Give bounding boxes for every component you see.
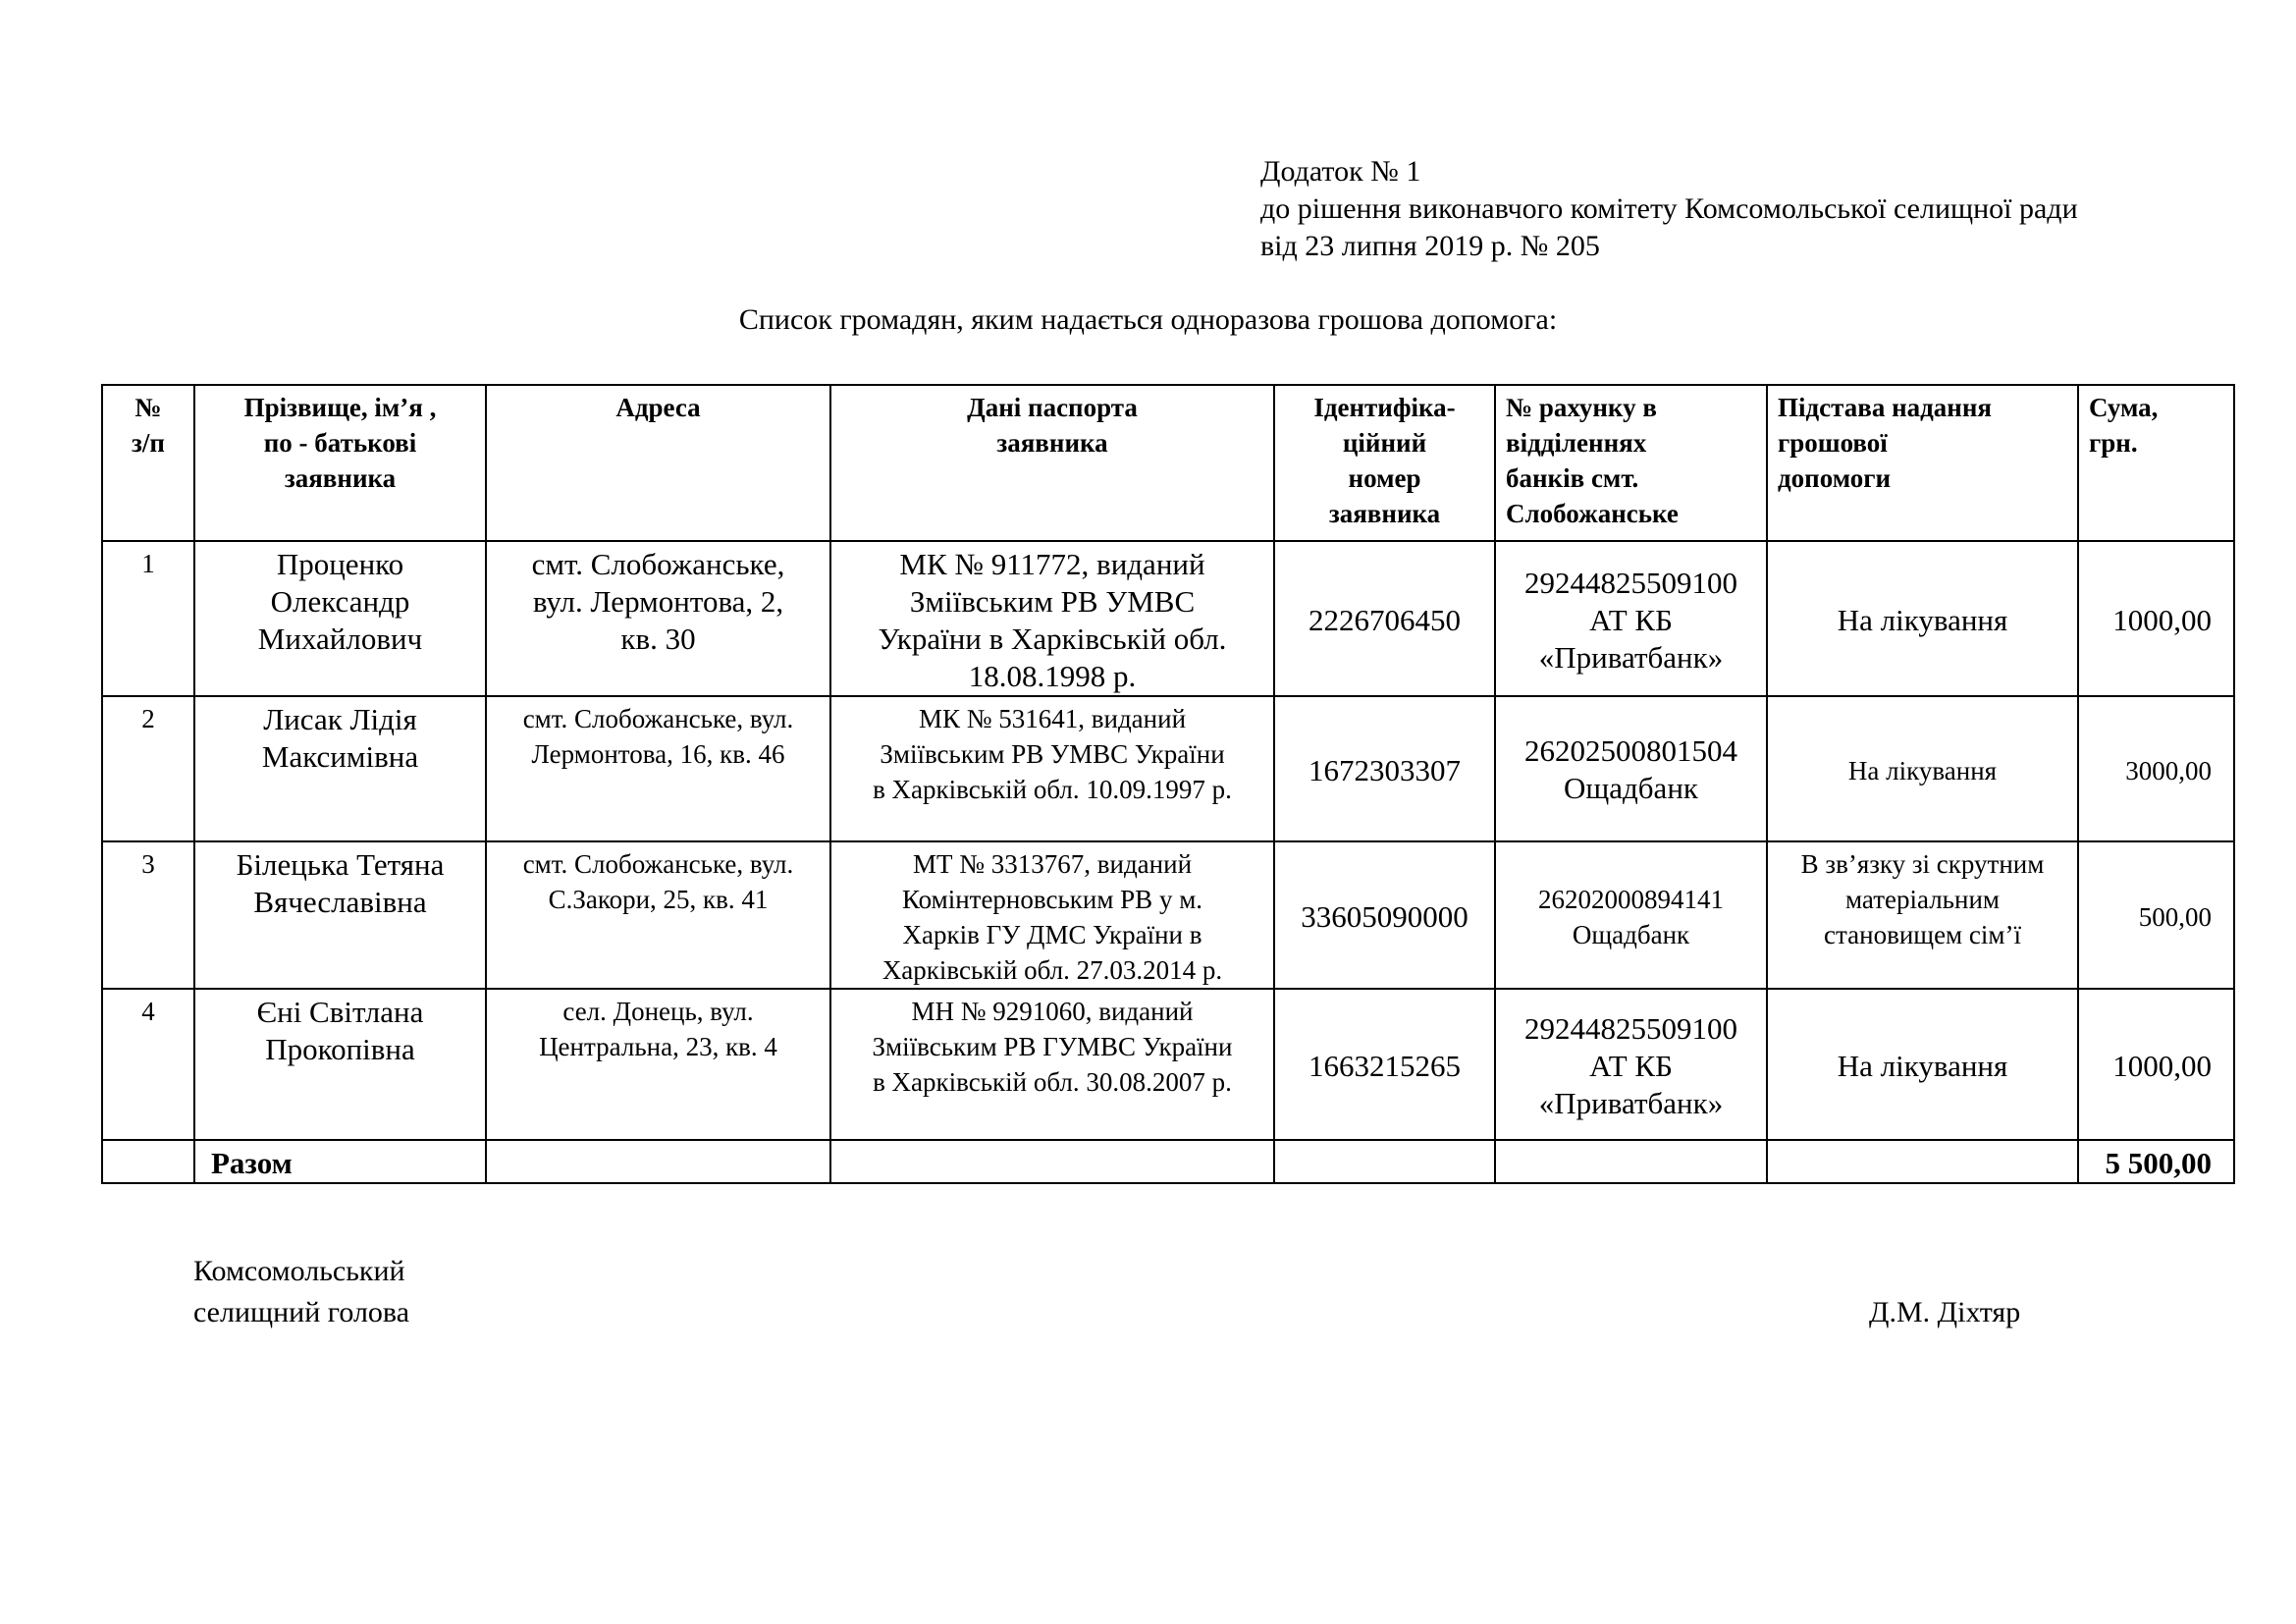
bank-account: 26202000894141 Ощадбанк (1495, 841, 1767, 989)
applicant-name: Лисак Лідія Максимівна (194, 696, 486, 841)
annex-number: Додаток № 1 (1260, 155, 1421, 188)
header-name: Прізвище, ім’я , по - батькові заявника (194, 385, 486, 541)
signatory-name: Д.М. Діхтяр (1869, 1296, 2021, 1328)
list-title: Список громадян, яким надається одноразова грошова допомога: (738, 303, 1558, 336)
table-row (102, 989, 2234, 1140)
applicant-address: смт. Слобожанське, вул. Лермонтова, 2, кв. 30 (486, 541, 830, 696)
aid-basis: На лікування (1767, 541, 2078, 696)
applicant-address: смт. Слобожанське, вул. С.Закори, 25, кв. 41 (486, 841, 830, 989)
header-passport: Дані паспорта заявника (830, 385, 1274, 541)
header-basis: Підстава надання грошової допомоги (1767, 385, 2078, 541)
applicant-name: Єні Світлана Прокопівна (194, 989, 486, 1140)
row-number: 3 (102, 841, 194, 989)
passport-details: МТ № 3313767, виданий Комінтерновським РВ у м. Харків ГУ ДМС України в Харківській обл. 27.03.2014 р. (830, 841, 1274, 989)
total-amount: 5 500,00 (2078, 1140, 2234, 1183)
signatory-title-line1: Комсомольський (193, 1255, 405, 1287)
aid-basis: На лікування (1767, 696, 2078, 841)
passport-details: МК № 911772, виданий Зміївським РВ УМВС України в Харківській обл. 18.08.1998 р. (830, 541, 1274, 696)
header-amount: Сума, грн. (2078, 385, 2234, 541)
header-address: Адреса (486, 385, 830, 541)
passport-details: МК № 531641, виданий Зміївським РВ УМВС України в Харківській обл. 10.09.1997 р. (830, 696, 1274, 841)
row-number: 4 (102, 989, 194, 1140)
annex-date: від 23 липня 2019 р. № 205 (1260, 230, 1600, 262)
total-empty-cell (1274, 1140, 1495, 1183)
id-number: 2226706450 (1274, 541, 1495, 696)
total-row (102, 1140, 2234, 1183)
total-empty-cell (1495, 1140, 1767, 1183)
table-row (102, 541, 2234, 696)
aid-amount: 500,00 (2078, 841, 2234, 989)
bank-account: 29244825509100 АТ КБ «Приватбанк» (1495, 541, 1767, 696)
total-empty-cell (102, 1140, 194, 1183)
aid-amount: 3000,00 (2078, 696, 2234, 841)
bank-account: 26202500801504 Ощадбанк (1495, 696, 1767, 841)
total-empty-cell (1767, 1140, 2078, 1183)
aid-recipients-table (101, 384, 2235, 1184)
annex-reference (1260, 153, 2078, 265)
header-id-number: Ідентифіка- ційний номер заявника (1274, 385, 1495, 541)
total-label: Разом (194, 1140, 486, 1183)
passport-details: МН № 9291060, виданий Зміївським РВ ГУМВС України в Харківській обл. 30.08.2007 р. (830, 989, 1274, 1140)
table-row (102, 696, 2234, 841)
header-number: № з/п (102, 385, 194, 541)
row-number: 2 (102, 696, 194, 841)
applicant-address: смт. Слобожанське, вул. Лермонтова, 16, кв. 46 (486, 696, 830, 841)
table-row (102, 841, 2234, 989)
total-empty-cell (830, 1140, 1274, 1183)
aid-basis: На лікування (1767, 989, 2078, 1140)
applicant-name: Проценко Олександр Михайлович (194, 541, 486, 696)
applicant-address: сел. Донець, вул. Центральна, 23, кв. 4 (486, 989, 830, 1140)
aid-basis: В зв’язку зі скрутним матеріальним становищем сім’ї (1767, 841, 2078, 989)
aid-amount: 1000,00 (2078, 989, 2234, 1140)
id-number: 1663215265 (1274, 989, 1495, 1140)
aid-amount: 1000,00 (2078, 541, 2234, 696)
id-number: 1672303307 (1274, 696, 1495, 841)
id-number: 33605090000 (1274, 841, 1495, 989)
annex-decision: до рішення виконавчого комітету Комсомольської селищної ради (1260, 192, 2078, 225)
table-header-row (102, 385, 2234, 541)
bank-account: 29244825509100 АТ КБ «Приватбанк» (1495, 989, 1767, 1140)
total-empty-cell (486, 1140, 830, 1183)
row-number: 1 (102, 541, 194, 696)
signatory-title (193, 1251, 409, 1333)
header-account: № рахунку в відділеннях банків смт. Слобожанське (1495, 385, 1767, 541)
applicant-name: Білецька Тетяна Вячеславівна (194, 841, 486, 989)
signatory-title-line2: селищний голова (193, 1296, 410, 1328)
